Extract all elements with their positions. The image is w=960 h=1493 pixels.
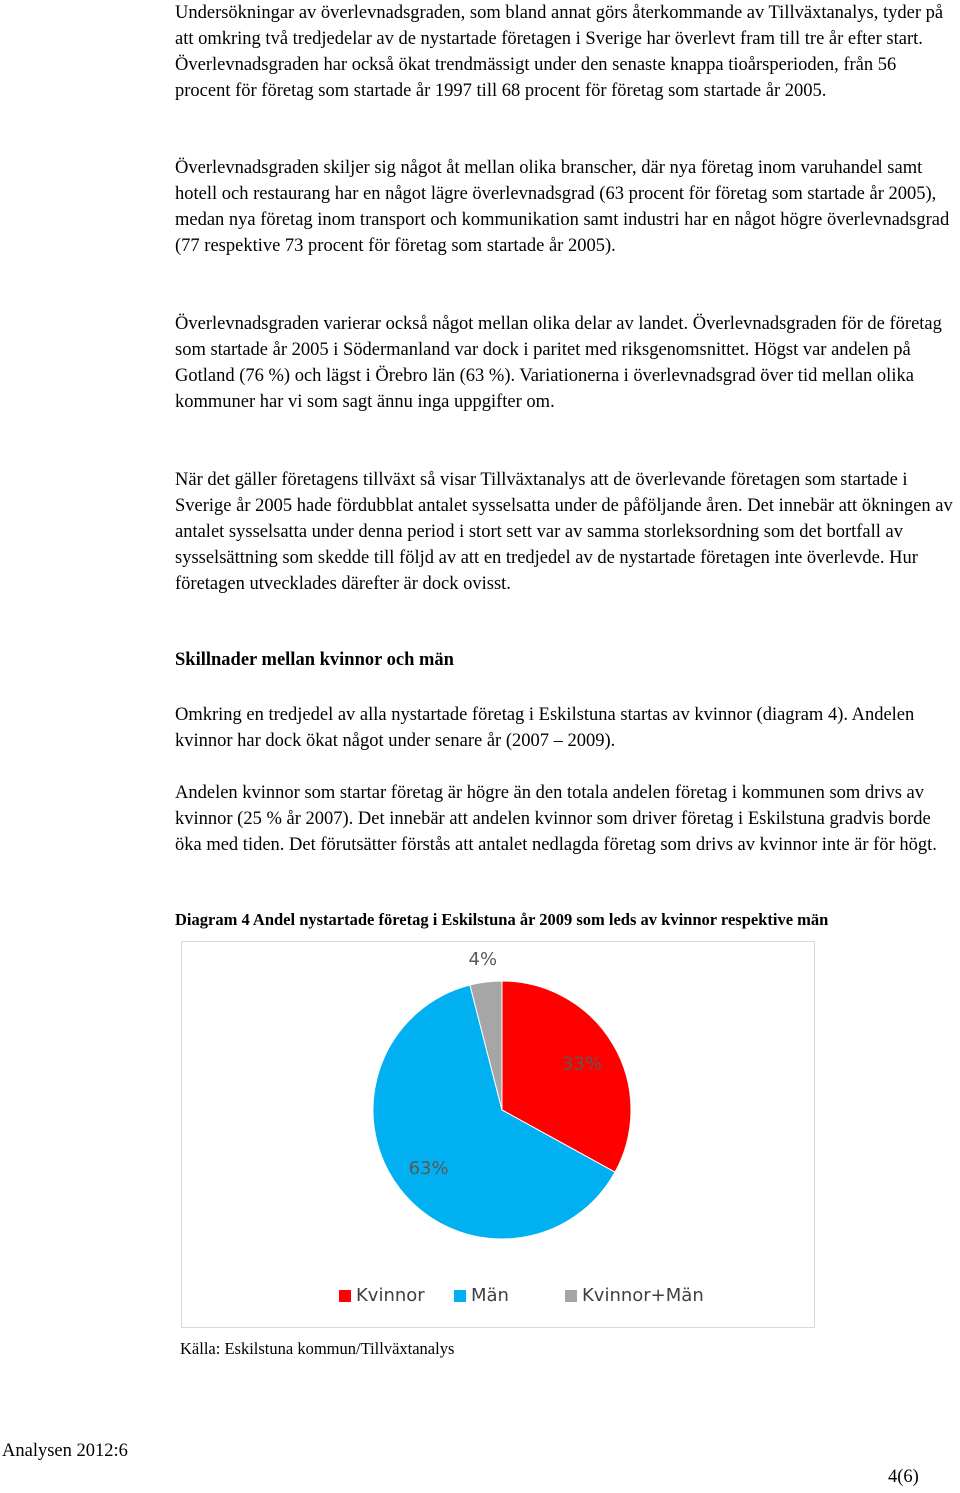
paragraph-2: Överlevnadsgraden skiljer sig något åt mellan olika branscher, där nya företag inom varuhandel samt hotell och restaurang har en något lägre överlevnadsgrad (63 procent för företag som startade år 2005), medan nya företag inom transport och kommunikation samt industri har en något högre överlevnadsgrad (77 respektive 73 procent för företag som startade år 2005). [175, 158, 950, 256]
legend-swatch [339, 1290, 351, 1302]
legend-swatch [454, 1290, 466, 1302]
chart-source: Källa: Eskilstuna kommun/Tillväxtanalys [180, 1339, 455, 1358]
section-heading: Skillnader mellan kvinnor och män [175, 650, 454, 670]
legend-swatch [565, 1290, 577, 1302]
legend-label: Kvinnor+Män [582, 1285, 704, 1306]
pie-data-label: 4% [468, 949, 498, 971]
pie-data-label: 33% [561, 1053, 602, 1075]
legend-label: Kvinnor [356, 1285, 425, 1306]
section-paragraph-2: Andelen kvinnor som startar företag är högre än den totala andelen företag i kommunen som drivs av kvinnor (25 % år 2007). Det innebär att andelen kvinnor som driver företag i Eskilstuna gradvis borde öka med tiden. Det förutsätter förstås att antalet nedlagda företag som drivs av kvinnor inte är för högt. [175, 783, 937, 855]
legend-label: Män [471, 1285, 509, 1306]
pie-chart [182, 942, 814, 1327]
section-paragraph-1: Omkring en tredjedel av alla nystartade företag i Eskilstuna startas av kvinnor (diagram 4). Andelen kvinnor har dock ökat något under senare år (2007 – 2009). [175, 705, 915, 751]
diagram-caption: Diagram 4 Andel nystartade företag i Eskilstuna år 2009 som leds av kvinnor respektive män [175, 910, 829, 929]
footer-report-name: Analysen 2012:6 [2, 1441, 128, 1461]
footer-page-number: 4(6) [888, 1467, 919, 1487]
paragraph-4: När det gäller företagens tillväxt så visar Tillväxtanalys att de överlevande företagen som startade i Sverige år 2005 hade fördubblat antalet sysselsatta under de påföljande åren. Det innebär att ökningen av antalet sysselsatta under denna period i stort sett var av samma storleksordning som det bortfall av sysselsättning som skedde till följd av att en tredjedel av de nystartade företagen inte överlevde. Hur företagen utvecklades därefter är dock ovisst. [175, 470, 953, 594]
paragraph-3: Överlevnadsgraden varierar också något mellan olika delar av landet. Överlevnadsgraden för de företag som startade år 2005 i Södermanland var dock i paritet med riksgenomsnittet. Högst var andelen på Gotland (76 %) och lägst i Örebro län (63 %). Variationerna i överlevnadsgrad över tid mellan olika kommuner har vi som sagt ännu inga uppgifter om. [175, 314, 942, 412]
paragraph-1: Undersökningar av överlevnadsgraden, som bland annat görs återkommande av Tillväxtanalys, tyder på att omkring två tredjedelar av de nystartade företagen i Sverige har överlevt fram till tre år efter start. Överlevnadsgraden har också ökat trendmässigt under den senaste knappa tioårsperioden, från 56 procent för företag som startade år 1997 till 68 procent för företag som startade år 2005. [175, 3, 944, 101]
pie-data-label: 63% [408, 1157, 449, 1179]
chart-frame [181, 941, 815, 1328]
